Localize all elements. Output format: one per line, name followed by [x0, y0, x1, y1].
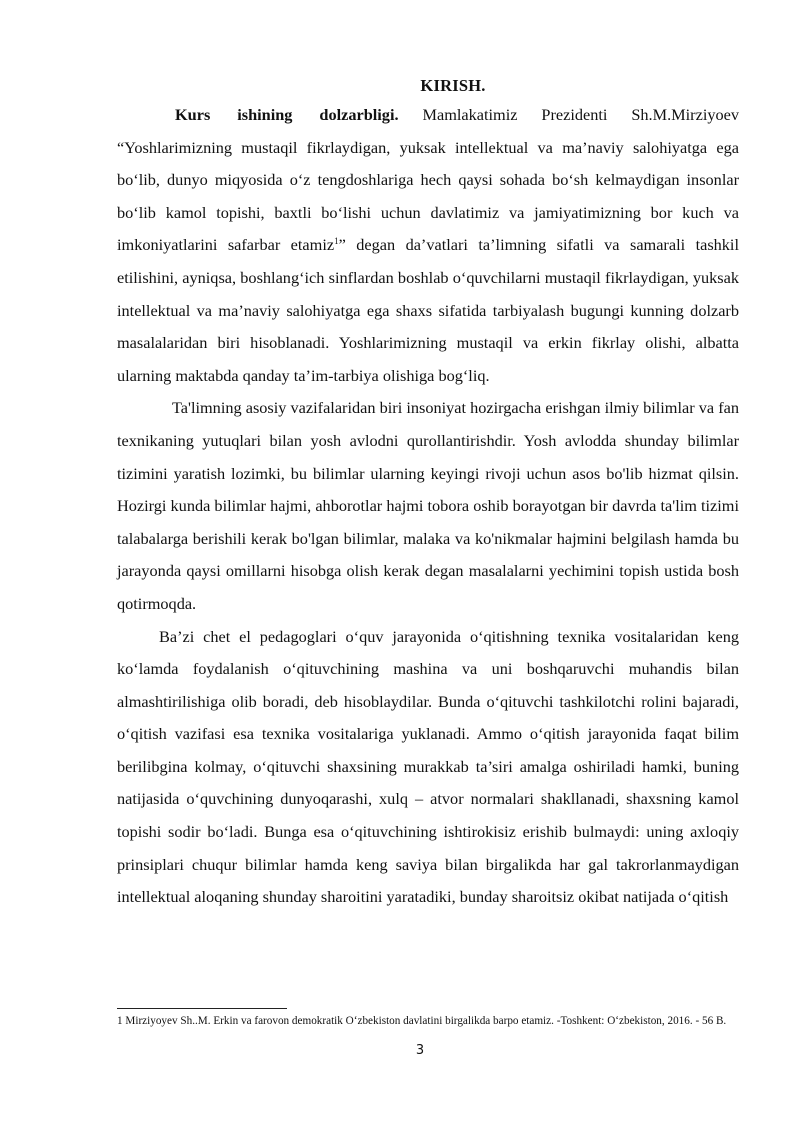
- paragraph-education-tasks: Ta'limning asosiy vazifalaridan biri insoniyat hozirgacha erishgan ilmiy bilimlar va fan texnikaning yutuqlari bilan yosh avlodni qurollantirishdir. Yosh avlodda shunday bilimlar tizimini yaratish lozimki, bu bilimlar ularning keyingi rivoji uchun asos bo'lib hizmat qilsin. Hozirgi kunda bilimlar hajmi, ahborotlar hajmi tobora oshib borayotgan bir davrda ta'lim tizimi talabalarga berishili kerak bo'lgan bilimlar, malaka va ko'nikmalar hajmini belgilash hamda bu jarayonda qaysi omillarni hisobga olish kerak degan masalalarni yechimini topish ustida bosh qotirmoqda.: [117, 398, 739, 613]
- footnote-separator: [117, 1008, 287, 1009]
- page-number: 3: [415, 1043, 425, 1058]
- paragraph-lead-heading: Kurs ishining dolzarbligi.: [175, 105, 399, 124]
- paragraph-relevance: [117, 99, 739, 392]
- paragraph-text: Mamlakatimiz Prezidenti Sh.M.Mirziyoev “Yoshlarimizning mustaqil fikrlaydigan, yuksak intellektual va ma’naviy salohiyatga ega bo‘lib, dunyo miqyosida o‘z tengdoshlariga hech qaysi sohada bo‘sh kelmaydigan insonlar bo‘lib kamol topishi, baxtli bo‘lishi uchun davlatimiz va jamiyatimizning bor kuch va imkoniyatlarini safarbar etamiz: [117, 105, 739, 255]
- main-text: [117, 99, 739, 914]
- paragraph-foreign-pedagogues: Ba’zi chet el pedagoglari o‘quv jarayonida o‘qitishning texnika vositalaridan keng ko‘lamda foydalanish o‘qituvchining mashina va uni boshqaruvchi muhandis bilan almashtirilishiga olib boradi, deb hisoblaydilar. Bunda o‘qituvchi tashkilotchi rolini bajaradi, o‘qitish vazifasi esa texnika vositalariga yuklanadi. Ammo o‘qitish jarayonida faqat bilim berilibgina kolmay, o‘qituvchi shaxsining murakkab ta’siri amalga oshiriladi hamki, buning natijasida o‘quvchining dunyoqarashi, xulq – atvor normalari shakllanadi, shaxsning kamol topishi sodir bo‘ladi. Bunga esa o‘qituvchining ishtirokisiz erishib bulmaydi: uning axloqiy prinsiplari chuqur bilimlar hamda keng saviya bilan birgalikda har gal takrorlanmaydigan intellektual aloqaning shunday sharoitini yaratadiki, bunday sharoitsiz okibat natijada o‘qitish: [117, 626, 739, 907]
- paragraph-text-continued: ” degan da’vatlari ta’limning sifatli va samarali tashkil etilishini, ayniqsa, boshlang‘ich sinflardan boshlab o‘quvchilarni mustaqil fikrlaydigan, yuksak intellektual va ma’naviy salohiyatga ega shaxs sifatida tarbiyalash bugungi kunning dolzarb masalalaridan biri hisoblanadi. Yoshlarimizning mustaqil va erkin fikrlay olishi, albatta ularning maktabda qanday ta’im-tarbiya olishiga bog‘liq.: [117, 235, 739, 385]
- footnote: 1 Mirziyoyev Sh..M. Erkin va farovon demokratik O‘zbekiston davlatini birgalikda barpo etamiz. -Toshkent: O‘zbekiston, 2016. - 56 B.: [117, 1015, 727, 1027]
- section-title: KIRISH.: [420, 76, 486, 95]
- footnote-reference[interactable]: 1: [334, 236, 339, 247]
